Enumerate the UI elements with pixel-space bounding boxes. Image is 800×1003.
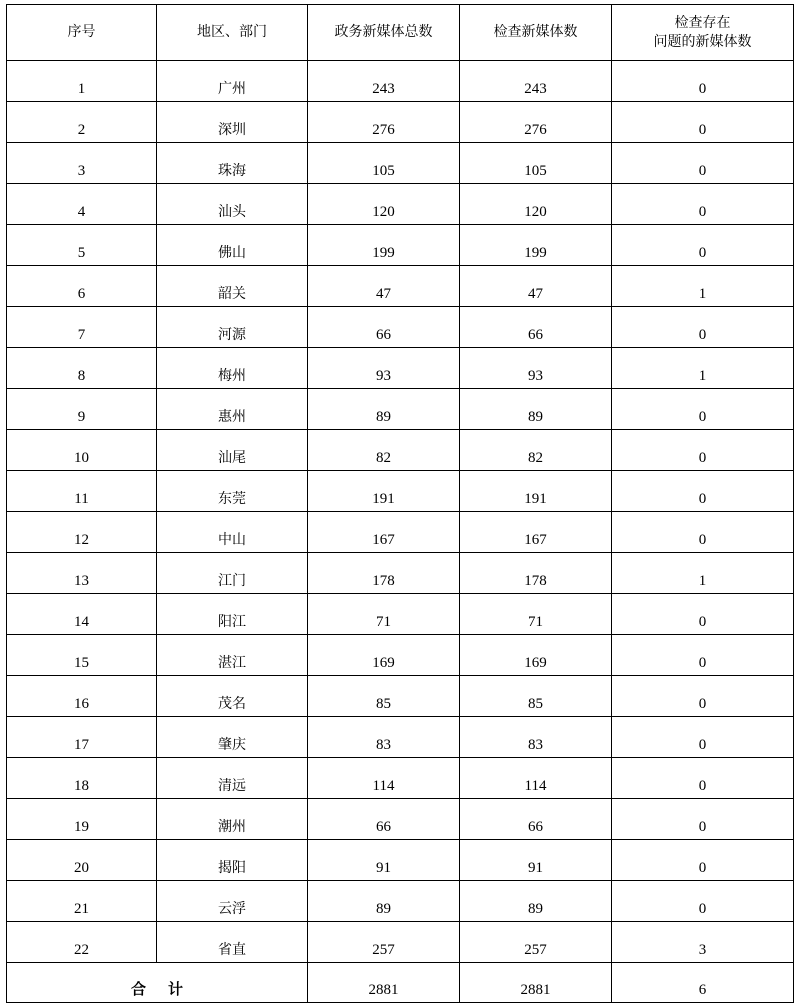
- row-region: 肇庆: [157, 717, 308, 758]
- row-region: 河源: [157, 307, 308, 348]
- row-seq: 10: [7, 430, 157, 471]
- row-checked: 105: [460, 143, 612, 184]
- row-total: 91: [308, 840, 460, 881]
- row-region: 云浮: [157, 881, 308, 922]
- row-seq: 15: [7, 635, 157, 676]
- row-total: 199: [308, 225, 460, 266]
- header-problem-line1: 检查存在: [674, 14, 731, 31]
- row-total: 71: [308, 594, 460, 635]
- total-checked-count: 2881: [460, 963, 612, 1003]
- row-total: 178: [308, 553, 460, 594]
- row-region: 汕尾: [157, 430, 308, 471]
- header-problem-line2: 问题的新媒体数: [653, 33, 752, 50]
- row-region: 揭阳: [157, 840, 308, 881]
- total-media-count: 2881: [308, 963, 460, 1003]
- row-checked: 199: [460, 225, 612, 266]
- row-total: 83: [308, 717, 460, 758]
- row-seq: 7: [7, 307, 157, 348]
- row-region: 广州: [157, 61, 308, 102]
- row-region: 深圳: [157, 102, 308, 143]
- media-inspection-table: [6, 4, 794, 1003]
- row-total: 89: [308, 881, 460, 922]
- row-problem: 0: [612, 635, 794, 676]
- table-row: [7, 184, 794, 225]
- row-region: 韶关: [157, 266, 308, 307]
- row-seq: 11: [7, 471, 157, 512]
- row-seq: 2: [7, 102, 157, 143]
- row-checked: 47: [460, 266, 612, 307]
- row-seq: 8: [7, 348, 157, 389]
- row-seq: 3: [7, 143, 157, 184]
- row-total: 276: [308, 102, 460, 143]
- row-total: 169: [308, 635, 460, 676]
- row-region: 清远: [157, 758, 308, 799]
- row-seq: 13: [7, 553, 157, 594]
- row-checked: 85: [460, 676, 612, 717]
- row-total: 66: [308, 799, 460, 840]
- row-problem: 3: [612, 922, 794, 963]
- row-problem: 1: [612, 553, 794, 594]
- table-row: [7, 471, 794, 512]
- row-seq: 4: [7, 184, 157, 225]
- table-row: [7, 512, 794, 553]
- table-body: [7, 61, 794, 963]
- row-total: 47: [308, 266, 460, 307]
- row-checked: 71: [460, 594, 612, 635]
- row-region: 潮州: [157, 799, 308, 840]
- row-problem: 0: [612, 61, 794, 102]
- row-seq: 1: [7, 61, 157, 102]
- row-total: 105: [308, 143, 460, 184]
- table-footer: [7, 963, 794, 1003]
- table-row: [7, 881, 794, 922]
- row-seq: 12: [7, 512, 157, 553]
- row-checked: 89: [460, 389, 612, 430]
- row-problem: 1: [612, 266, 794, 307]
- row-region: 佛山: [157, 225, 308, 266]
- table-row: [7, 430, 794, 471]
- row-region: 阳江: [157, 594, 308, 635]
- row-problem: 0: [612, 717, 794, 758]
- row-checked: 276: [460, 102, 612, 143]
- table-row: [7, 635, 794, 676]
- row-region: 汕头: [157, 184, 308, 225]
- row-seq: 17: [7, 717, 157, 758]
- row-checked: 257: [460, 922, 612, 963]
- row-problem: 0: [612, 594, 794, 635]
- row-checked: 91: [460, 840, 612, 881]
- row-region: 茂名: [157, 676, 308, 717]
- row-problem: 0: [612, 881, 794, 922]
- row-checked: 167: [460, 512, 612, 553]
- row-checked: 191: [460, 471, 612, 512]
- row-problem: 0: [612, 676, 794, 717]
- header-checked: 检查新媒体数: [460, 5, 612, 61]
- table-header: [7, 5, 794, 61]
- row-checked: 66: [460, 799, 612, 840]
- row-seq: 16: [7, 676, 157, 717]
- table-row: [7, 676, 794, 717]
- table-row: [7, 799, 794, 840]
- row-total: 167: [308, 512, 460, 553]
- row-region: 惠州: [157, 389, 308, 430]
- row-total: 243: [308, 61, 460, 102]
- row-checked: 83: [460, 717, 612, 758]
- row-problem: 0: [612, 225, 794, 266]
- row-problem: 0: [612, 840, 794, 881]
- row-total: 120: [308, 184, 460, 225]
- row-checked: 169: [460, 635, 612, 676]
- row-total: 82: [308, 430, 460, 471]
- row-problem: 0: [612, 430, 794, 471]
- row-checked: 93: [460, 348, 612, 389]
- row-checked: 89: [460, 881, 612, 922]
- table-row: [7, 717, 794, 758]
- row-total: 85: [308, 676, 460, 717]
- row-total: 93: [308, 348, 460, 389]
- table-row: [7, 225, 794, 266]
- row-seq: 5: [7, 225, 157, 266]
- row-total: 66: [308, 307, 460, 348]
- row-region: 中山: [157, 512, 308, 553]
- row-seq: 9: [7, 389, 157, 430]
- row-problem: 0: [612, 799, 794, 840]
- row-checked: 243: [460, 61, 612, 102]
- row-seq: 6: [7, 266, 157, 307]
- row-checked: 114: [460, 758, 612, 799]
- row-checked: 82: [460, 430, 612, 471]
- table-row: [7, 307, 794, 348]
- row-total: 191: [308, 471, 460, 512]
- row-region: 梅州: [157, 348, 308, 389]
- table-row: [7, 348, 794, 389]
- row-seq: 22: [7, 922, 157, 963]
- header-problem: [612, 5, 794, 61]
- table-row: [7, 758, 794, 799]
- total-problem-count: 6: [612, 963, 794, 1003]
- row-total: 257: [308, 922, 460, 963]
- table-row: [7, 389, 794, 430]
- row-region: 东莞: [157, 471, 308, 512]
- header-row: [7, 5, 794, 61]
- row-seq: 20: [7, 840, 157, 881]
- row-region: 珠海: [157, 143, 308, 184]
- row-total: 89: [308, 389, 460, 430]
- table-row: [7, 553, 794, 594]
- table-row: [7, 102, 794, 143]
- header-seq: 序号: [7, 5, 157, 61]
- row-problem: 0: [612, 471, 794, 512]
- row-seq: 14: [7, 594, 157, 635]
- total-row: [7, 963, 794, 1003]
- row-problem: 1: [612, 348, 794, 389]
- row-total: 114: [308, 758, 460, 799]
- table-row: [7, 143, 794, 184]
- row-checked: 66: [460, 307, 612, 348]
- row-seq: 21: [7, 881, 157, 922]
- header-total: 政务新媒体总数: [308, 5, 460, 61]
- row-problem: 0: [612, 102, 794, 143]
- row-problem: 0: [612, 758, 794, 799]
- table-row: [7, 922, 794, 963]
- row-region: 湛江: [157, 635, 308, 676]
- row-seq: 18: [7, 758, 157, 799]
- table-row: [7, 61, 794, 102]
- row-problem: 0: [612, 307, 794, 348]
- row-checked: 178: [460, 553, 612, 594]
- table-row: [7, 594, 794, 635]
- table-row: [7, 840, 794, 881]
- row-problem: 0: [612, 389, 794, 430]
- row-problem: 0: [612, 143, 794, 184]
- row-checked: 120: [460, 184, 612, 225]
- total-label: 合计: [7, 963, 308, 1003]
- row-region: 江门: [157, 553, 308, 594]
- row-seq: 19: [7, 799, 157, 840]
- header-region: 地区、部门: [157, 5, 308, 61]
- table-row: [7, 266, 794, 307]
- row-problem: 0: [612, 512, 794, 553]
- row-region: 省直: [157, 922, 308, 963]
- row-problem: 0: [612, 184, 794, 225]
